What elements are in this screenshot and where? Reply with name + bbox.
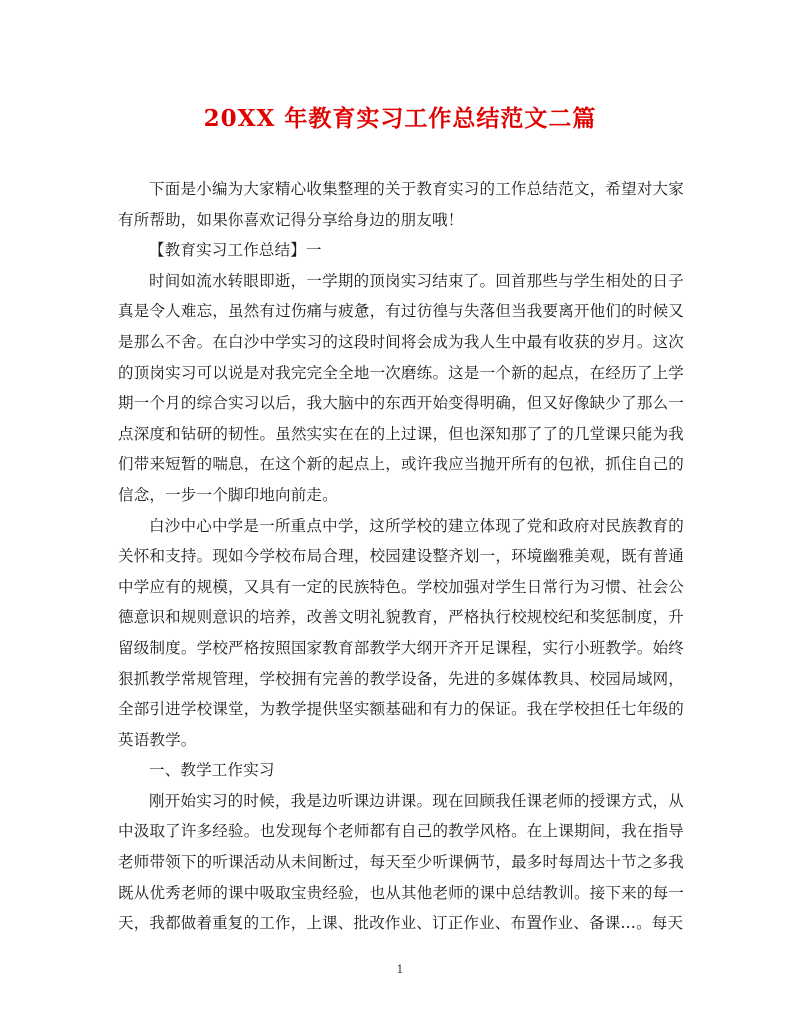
intro-paragraph: 下面是小编为大家精心收集整理的关于教育实习的工作总结范文，希望对大家有所帮助，如果你喜欢记得分享给身边的朋友哦！ (118, 180, 684, 229)
body-paragraph: 白沙中心中学是一所重点中学，这所学校的建立体现了党和政府对民族教育的关怀和支持。现如今学校布局合理，校园建设整齐划一，环境幽雅美观，既有普通中学应有的规模，又具有一定的民族特色。学校加强对学生日常行为习惯、社会公德意识和规则意识的培养，改善文明礼貌教育，严格执行校规校纪和奖惩制度，升留级制度。学校严格按照国家教育部教学大纲开齐开足课程，实行小班教学。始终狠抓教学常规管理，学校拥有完善的教学设备，先进的多媒体教具、校园局域网，全部引进学校课堂，为教学提供坚实额基础和有力的保证。我在学校担任七年级的英语教学。 (118, 516, 684, 749)
body-paragraph: 刚开始实习的时候，我是边听课边讲课。现在回顾我任课老师的授课方式，从中汲取了许多经验。也发现每个老师都有自己的教学风格。在上课期间，我在指导老师带领下的听课活动从未间断过，每天至少听课俩节，最多时每周达十节之多我既从优秀老师的课中吸取宝贵经验，也从其他老师的课中总结教训。接下来的每一天，我都做着重复的工作，上课、批改作业、订正作业、布置作业、备课…。每天 (118, 791, 684, 933)
section-heading-summary-one: 【教育实习工作总结】一 (149, 241, 322, 260)
page-number: 1 (396, 963, 404, 976)
document-title: 20XX 年教育实习工作总结范文二篇 (203, 105, 597, 132)
body-paragraph: 时间如流水转眼即逝，一学期的顶岗实习结束了。回首那些与学生相处的日子真是令人难忘，虽然有过伤痛与疲惫，有过彷徨与失落但当我要离开他们的时候又是那么不舍。在白沙中学实习的这段时间将会成为我人生中最有收获的岁月。这次的顶岗实习可以说是对我完完全全地一次磨练。这是一个新的起点，在经历了上学期一个月的综合实习以后，我大脑中的东西开始变得明确，但又好像缺少了那么一点深度和钻研的韧性。虽然实实在在的上过课，但也深知那了了的几堂课只能为我们带来短暂的喘息，在这个新的起点上，或许我应当抛开所有的包袱，抓住自己的信念，一步一个脚印地向前走。 (118, 271, 684, 504)
section-heading-teaching-practice: 一、教学工作实习 (149, 761, 275, 780)
document-body (118, 174, 684, 939)
